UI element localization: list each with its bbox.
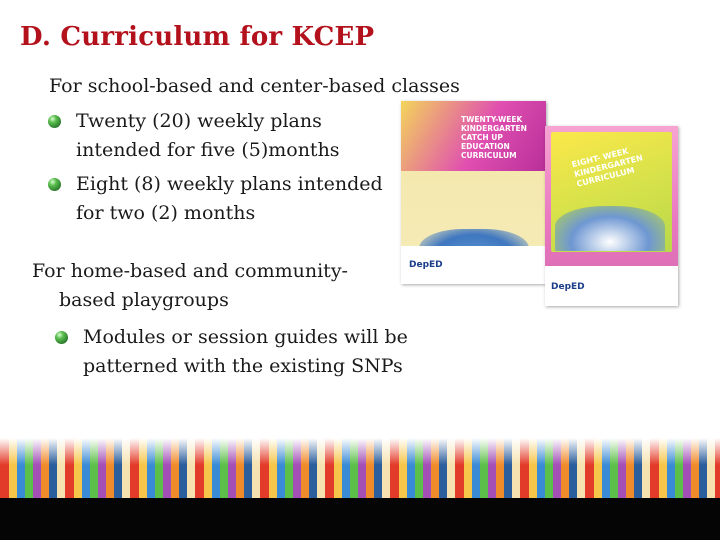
deped-logo: DepED [409,260,443,270]
book-cover-twenty-week [401,101,546,284]
bullet-text: Twenty (20) weekly plans intended for five (5)months [76,110,340,161]
colored-pencils-image [0,438,720,498]
bullet-item [55,323,435,381]
bullet-item [48,107,368,165]
book-cover-eight-week [545,126,678,306]
children-illustration [555,206,665,251]
bullet-item [48,170,398,228]
bullet-icon [48,178,61,191]
section2-heading [32,257,382,315]
footer-bar [0,498,720,540]
bullet-text: Eight (8) weekly plans intended for two (2) months [76,173,383,224]
bullet-text: Modules or session guides will be patterned with the existing SNPs [83,326,408,377]
deped-logo: DepED [551,282,585,292]
slide-title: D. Curriculum for KCEP [20,22,375,52]
bullet-icon [48,115,61,128]
section2-heading-line1: For home-based and community- [32,260,348,282]
book-title: TWENTY-WEEK KINDERGARTEN CATCH UP EDUCATION CURRICULUM [461,115,527,160]
section2-heading-line2: based playgroups [59,289,229,311]
book-title: EIGHT- WEEK KINDERGARTEN CURRICULUM [570,146,644,189]
bullet-icon [55,331,68,344]
section1-heading: For school-based and center-based classes [49,75,460,97]
